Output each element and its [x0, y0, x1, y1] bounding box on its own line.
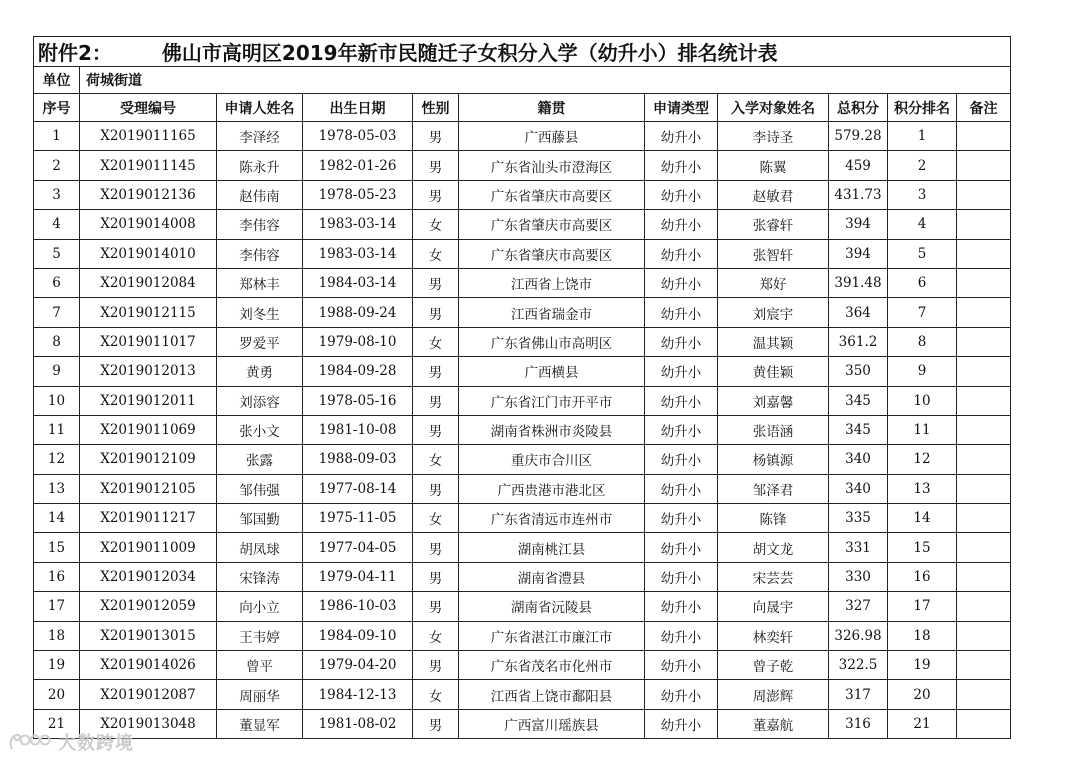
column-header-student-name: 入学对象姓名: [718, 94, 829, 122]
cell-student-name: 陈锋: [718, 504, 829, 533]
cell-application-type: 幼升小: [645, 151, 718, 180]
cell-application-type: 幼升小: [645, 621, 718, 650]
table-row: [34, 268, 1011, 297]
cell-birth-date: 1975-11-05: [303, 504, 413, 533]
cell-birth-date: 1984-03-14: [303, 268, 413, 297]
cell-application-id: X2019012084: [80, 268, 217, 297]
cell-total-score: 316: [829, 709, 888, 738]
cell-total-score: 340: [829, 445, 888, 474]
cell-application-id: X2019013015: [80, 621, 217, 650]
cell-gender: 男: [413, 651, 459, 680]
cell-native-place: 广东省江门市开平市: [459, 386, 645, 415]
cell-student-name: 杨镇源: [718, 445, 829, 474]
cell-score-rank: 21: [888, 709, 957, 738]
cell-native-place: 广东省肇庆市高要区: [459, 210, 645, 239]
cell-student-name: 张智轩: [718, 239, 829, 268]
cell-applicant-name: 王韦婷: [217, 621, 303, 650]
column-header-seq: 序号: [34, 94, 80, 122]
table-row: [34, 651, 1011, 680]
cell-applicant-name: 周丽华: [217, 680, 303, 709]
attachment-label: 附件2：: [38, 41, 112, 65]
cell-remarks: [957, 180, 1011, 209]
cell-score-rank: 8: [888, 327, 957, 356]
cell-applicant-name: 刘添容: [217, 386, 303, 415]
cell-total-score: 394: [829, 239, 888, 268]
cell-application-id: X2019014008: [80, 210, 217, 239]
unit-row: [34, 67, 1011, 94]
cell-native-place: 广西贵港市港北区: [459, 474, 645, 503]
cell-native-place: 广东省佛山市高明区: [459, 327, 645, 356]
cell-application-id: X2019011069: [80, 415, 217, 444]
cell-application-type: 幼升小: [645, 327, 718, 356]
cell-remarks: [957, 268, 1011, 297]
cell-application-id: X2019012105: [80, 474, 217, 503]
cell-birth-date: 1983-03-14: [303, 239, 413, 268]
cell-gender: 男: [413, 533, 459, 562]
cell-native-place: 广西藤县: [459, 122, 645, 151]
cell-native-place: 江西省上饶市: [459, 268, 645, 297]
cell-application-id: X2019014026: [80, 651, 217, 680]
cell-total-score: 327: [829, 592, 888, 621]
cell-total-score: 345: [829, 386, 888, 415]
cell-total-score: 330: [829, 562, 888, 591]
column-header-native-place: 籍贯: [459, 94, 645, 122]
cell-remarks: [957, 298, 1011, 327]
cell-birth-date: 1984-09-28: [303, 357, 413, 386]
cell-total-score: 340: [829, 474, 888, 503]
cell-application-type: 幼升小: [645, 122, 718, 151]
cell-birth-date: 1984-12-13: [303, 680, 413, 709]
cell-applicant-name: 罗爱平: [217, 327, 303, 356]
cell-seq: 4: [34, 210, 80, 239]
cell-score-rank: 11: [888, 415, 957, 444]
header-row: [34, 94, 1011, 122]
cell-native-place: 江西省上饶市鄱阳县: [459, 680, 645, 709]
cell-student-name: 张睿轩: [718, 210, 829, 239]
table-row: [34, 327, 1011, 356]
cell-application-id: X2019012136: [80, 180, 217, 209]
cell-gender: 男: [413, 386, 459, 415]
cell-score-rank: 14: [888, 504, 957, 533]
cell-score-rank: 17: [888, 592, 957, 621]
cell-total-score: 331: [829, 533, 888, 562]
cell-application-type: 幼升小: [645, 474, 718, 503]
cell-applicant-name: 陈永升: [217, 151, 303, 180]
cell-remarks: [957, 386, 1011, 415]
cell-remarks: [957, 210, 1011, 239]
cell-native-place: 广西横县: [459, 357, 645, 386]
cell-birth-date: 1988-09-03: [303, 445, 413, 474]
cell-seq: 11: [34, 415, 80, 444]
watermark-text: 大数跨境: [58, 733, 134, 754]
cell-application-id: X2019014010: [80, 239, 217, 268]
cell-total-score: 317: [829, 680, 888, 709]
cell-application-id: X2019011017: [80, 327, 217, 356]
cell-total-score: 326.98: [829, 621, 888, 650]
cell-application-type: 幼升小: [645, 680, 718, 709]
cell-gender: 女: [413, 621, 459, 650]
cell-seq: 14: [34, 504, 80, 533]
cell-student-name: 邹泽君: [718, 474, 829, 503]
cell-total-score: 431.73: [829, 180, 888, 209]
cell-seq: 19: [34, 651, 80, 680]
title-row: [34, 37, 1011, 67]
cell-application-id: X2019011009: [80, 533, 217, 562]
cell-application-type: 幼升小: [645, 180, 718, 209]
unit-label: 单位: [34, 67, 80, 94]
cell-seq: 12: [34, 445, 80, 474]
table-row: [34, 474, 1011, 503]
cell-birth-date: 1979-04-11: [303, 562, 413, 591]
cell-application-id: X2019012109: [80, 445, 217, 474]
cell-remarks: [957, 562, 1011, 591]
cell-birth-date: 1982-01-26: [303, 151, 413, 180]
cell-application-id: X2019012087: [80, 680, 217, 709]
cell-applicant-name: 李伟容: [217, 210, 303, 239]
cell-native-place: 广东省湛江市廉江市: [459, 621, 645, 650]
cell-birth-date: 1983-03-14: [303, 210, 413, 239]
cell-remarks: [957, 621, 1011, 650]
cell-applicant-name: 胡凤球: [217, 533, 303, 562]
table-row: [34, 445, 1011, 474]
cell-seq: 2: [34, 151, 80, 180]
cell-application-type: 幼升小: [645, 239, 718, 268]
cell-applicant-name: 刘冬生: [217, 298, 303, 327]
unit-value: 荷城街道: [80, 67, 1011, 94]
cell-score-rank: 13: [888, 474, 957, 503]
cell-score-rank: 16: [888, 562, 957, 591]
cell-gender: 女: [413, 680, 459, 709]
cell-remarks: [957, 415, 1011, 444]
cell-student-name: 李诗圣: [718, 122, 829, 151]
column-header-application-id: 受理编号: [80, 94, 217, 122]
cell-remarks: [957, 680, 1011, 709]
cell-applicant-name: 邹伟强: [217, 474, 303, 503]
ranking-table: [33, 36, 1011, 739]
table-row: [34, 533, 1011, 562]
cell-gender: 男: [413, 151, 459, 180]
cell-student-name: 刘嘉馨: [718, 386, 829, 415]
cell-native-place: 湖南省沅陵县: [459, 592, 645, 621]
cell-seq: 13: [34, 474, 80, 503]
cell-applicant-name: 宋锋涛: [217, 562, 303, 591]
cell-native-place: 江西省瑞金市: [459, 298, 645, 327]
cell-gender: 男: [413, 122, 459, 151]
cell-application-id: X2019012115: [80, 298, 217, 327]
column-header-applicant-name: 申请人姓名: [217, 94, 303, 122]
cell-birth-date: 1981-08-02: [303, 709, 413, 738]
cell-score-rank: 15: [888, 533, 957, 562]
cell-seq: 9: [34, 357, 80, 386]
cell-remarks: [957, 151, 1011, 180]
cell-application-type: 幼升小: [645, 651, 718, 680]
cell-gender: 男: [413, 180, 459, 209]
cell-birth-date: 1977-04-05: [303, 533, 413, 562]
cell-remarks: [957, 504, 1011, 533]
cell-applicant-name: 张露: [217, 445, 303, 474]
cell-gender: 女: [413, 504, 459, 533]
cell-native-place: 湖南省株洲市炎陵县: [459, 415, 645, 444]
cell-seq: 10: [34, 386, 80, 415]
cell-applicant-name: 李伟容: [217, 239, 303, 268]
cell-application-type: 幼升小: [645, 268, 718, 297]
table-row: [34, 709, 1011, 738]
cell-gender: 男: [413, 268, 459, 297]
cell-applicant-name: 赵伟南: [217, 180, 303, 209]
cell-birth-date: 1979-04-20: [303, 651, 413, 680]
cell-gender: 男: [413, 474, 459, 503]
cell-student-name: 董嘉航: [718, 709, 829, 738]
cell-gender: 女: [413, 327, 459, 356]
cell-application-type: 幼升小: [645, 592, 718, 621]
cell-gender: 女: [413, 210, 459, 239]
cell-application-type: 幼升小: [645, 533, 718, 562]
cell-application-type: 幼升小: [645, 504, 718, 533]
cell-native-place: 广东省肇庆市高要区: [459, 239, 645, 268]
cell-seq: 6: [34, 268, 80, 297]
table-row: [34, 180, 1011, 209]
cell-score-rank: 9: [888, 357, 957, 386]
cell-applicant-name: 郑林丰: [217, 268, 303, 297]
cell-student-name: 赵敏君: [718, 180, 829, 209]
cell-student-name: 宋芸芸: [718, 562, 829, 591]
cell-birth-date: 1978-05-16: [303, 386, 413, 415]
cell-application-id: X2019012013: [80, 357, 217, 386]
cell-gender: 男: [413, 709, 459, 738]
cell-score-rank: 2: [888, 151, 957, 180]
cell-native-place: 重庆市合川区: [459, 445, 645, 474]
cell-seq: 5: [34, 239, 80, 268]
cell-application-type: 幼升小: [645, 298, 718, 327]
cell-student-name: 林奕轩: [718, 621, 829, 650]
cell-student-name: 张语涵: [718, 415, 829, 444]
cell-remarks: [957, 709, 1011, 738]
cell-remarks: [957, 445, 1011, 474]
cell-application-id: X2019011165: [80, 122, 217, 151]
cell-seq: 3: [34, 180, 80, 209]
cell-remarks: [957, 357, 1011, 386]
brand-logo-icon: [8, 731, 52, 753]
cell-native-place: 广西富川瑶族县: [459, 709, 645, 738]
cell-score-rank: 7: [888, 298, 957, 327]
cell-application-type: 幼升小: [645, 357, 718, 386]
cell-seq: 8: [34, 327, 80, 356]
title-cell: [34, 37, 1011, 67]
table-row: [34, 621, 1011, 650]
cell-gender: 女: [413, 239, 459, 268]
cell-application-id: X2019011145: [80, 151, 217, 180]
cell-score-rank: 4: [888, 210, 957, 239]
cell-applicant-name: 邹国勤: [217, 504, 303, 533]
cell-application-type: 幼升小: [645, 386, 718, 415]
cell-seq: 18: [34, 621, 80, 650]
cell-birth-date: 1984-09-10: [303, 621, 413, 650]
cell-score-rank: 5: [888, 239, 957, 268]
cell-student-name: 黄佳颖: [718, 357, 829, 386]
cell-score-rank: 6: [888, 268, 957, 297]
watermark: [8, 727, 134, 757]
cell-application-type: 幼升小: [645, 210, 718, 239]
cell-remarks: [957, 592, 1011, 621]
column-header-total-score: 总积分: [829, 94, 888, 122]
cell-applicant-name: 向小立: [217, 592, 303, 621]
table-row: [34, 122, 1011, 151]
cell-applicant-name: 张小文: [217, 415, 303, 444]
cell-gender: 女: [413, 445, 459, 474]
cell-total-score: 394: [829, 210, 888, 239]
cell-application-type: 幼升小: [645, 415, 718, 444]
cell-applicant-name: 董显军: [217, 709, 303, 738]
cell-birth-date: 1978-05-03: [303, 122, 413, 151]
cell-total-score: 350: [829, 357, 888, 386]
cell-seq: 20: [34, 680, 80, 709]
cell-seq: 1: [34, 122, 80, 151]
column-header-birth-date: 出生日期: [303, 94, 413, 122]
table-row: [34, 415, 1011, 444]
table-row: [34, 592, 1011, 621]
cell-score-rank: 19: [888, 651, 957, 680]
table-row: [34, 386, 1011, 415]
cell-birth-date: 1986-10-03: [303, 592, 413, 621]
cell-remarks: [957, 239, 1011, 268]
cell-birth-date: 1988-09-24: [303, 298, 413, 327]
cell-application-id: X2019012011: [80, 386, 217, 415]
cell-student-name: 胡文龙: [718, 533, 829, 562]
cell-seq: 21: [34, 709, 80, 738]
cell-seq: 15: [34, 533, 80, 562]
cell-student-name: 向晟宇: [718, 592, 829, 621]
cell-gender: 男: [413, 562, 459, 591]
table-row: [34, 562, 1011, 591]
cell-gender: 男: [413, 357, 459, 386]
cell-native-place: 广东省茂名市化州市: [459, 651, 645, 680]
cell-gender: 男: [413, 415, 459, 444]
table-row: [34, 151, 1011, 180]
cell-application-type: 幼升小: [645, 562, 718, 591]
cell-gender: 男: [413, 298, 459, 327]
cell-applicant-name: 黄勇: [217, 357, 303, 386]
cell-birth-date: 1979-08-10: [303, 327, 413, 356]
cell-student-name: 刘宸宇: [718, 298, 829, 327]
page-title: 佛山市高明区2019年新市民随迁子女积分入学（幼升小）排名统计表: [161, 41, 778, 65]
table-row: [34, 298, 1011, 327]
table-row: [34, 504, 1011, 533]
cell-total-score: 361.2: [829, 327, 888, 356]
cell-seq: 16: [34, 562, 80, 591]
cell-remarks: [957, 122, 1011, 151]
cell-seq: 17: [34, 592, 80, 621]
cell-score-rank: 20: [888, 680, 957, 709]
cell-native-place: 湖南省澧县: [459, 562, 645, 591]
cell-score-rank: 18: [888, 621, 957, 650]
cell-total-score: 579.28: [829, 122, 888, 151]
cell-total-score: 459: [829, 151, 888, 180]
cell-birth-date: 1977-08-14: [303, 474, 413, 503]
cell-application-type: 幼升小: [645, 445, 718, 474]
cell-birth-date: 1981-10-08: [303, 415, 413, 444]
cell-native-place: 湖南桃江县: [459, 533, 645, 562]
cell-application-type: 幼升小: [645, 709, 718, 738]
column-header-application-type: 申请类型: [645, 94, 718, 122]
column-header-remarks: 备注: [957, 94, 1011, 122]
cell-student-name: 郑好: [718, 268, 829, 297]
cell-total-score: 345: [829, 415, 888, 444]
cell-student-name: 周澎辉: [718, 680, 829, 709]
table-row: [34, 357, 1011, 386]
table-row: [34, 210, 1011, 239]
cell-score-rank: 12: [888, 445, 957, 474]
cell-native-place: 广东省肇庆市高要区: [459, 180, 645, 209]
cell-total-score: 322.5: [829, 651, 888, 680]
cell-applicant-name: 李泽经: [217, 122, 303, 151]
cell-remarks: [957, 533, 1011, 562]
table-row: [34, 239, 1011, 268]
cell-gender: 男: [413, 592, 459, 621]
cell-student-name: 曾子乾: [718, 651, 829, 680]
cell-remarks: [957, 474, 1011, 503]
table-row: [34, 680, 1011, 709]
cell-total-score: 364: [829, 298, 888, 327]
cell-score-rank: 10: [888, 386, 957, 415]
cell-total-score: 391.48: [829, 268, 888, 297]
cell-native-place: 广东省清远市连州市: [459, 504, 645, 533]
cell-total-score: 335: [829, 504, 888, 533]
cell-birth-date: 1978-05-23: [303, 180, 413, 209]
cell-remarks: [957, 327, 1011, 356]
cell-applicant-name: 曾平: [217, 651, 303, 680]
cell-application-id: X2019012034: [80, 562, 217, 591]
cell-seq: 7: [34, 298, 80, 327]
cell-student-name: 温其颖: [718, 327, 829, 356]
cell-remarks: [957, 651, 1011, 680]
cell-native-place: 广东省汕头市澄海区: [459, 151, 645, 180]
cell-score-rank: 3: [888, 180, 957, 209]
column-header-gender: 性别: [413, 94, 459, 122]
cell-application-id: X2019012059: [80, 592, 217, 621]
column-header-score-rank: 积分排名: [888, 94, 957, 122]
cell-application-id: X2019011217: [80, 504, 217, 533]
cell-application-id: X2019013048: [80, 709, 217, 738]
cell-score-rank: 1: [888, 122, 957, 151]
cell-student-name: 陈翼: [718, 151, 829, 180]
